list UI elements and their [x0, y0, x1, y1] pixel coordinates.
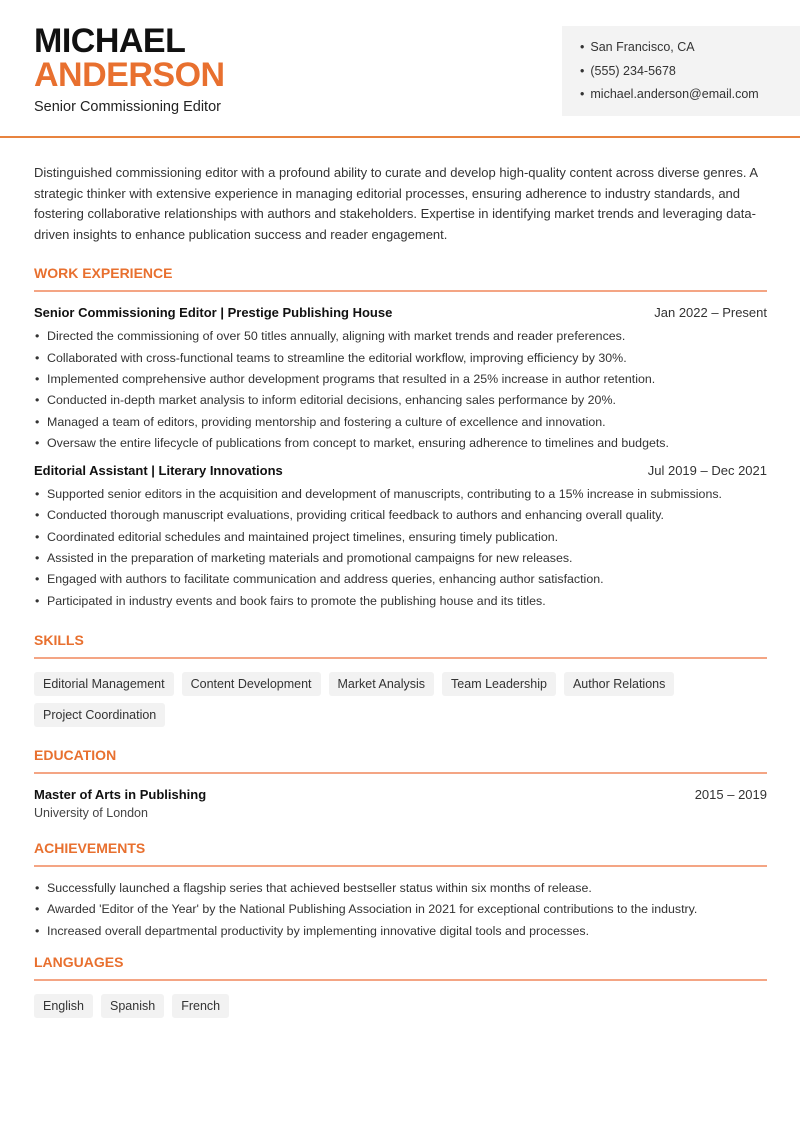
language-tag: English — [34, 994, 93, 1018]
job-bullets — [34, 326, 767, 454]
section-heading: LANGUAGES — [34, 954, 767, 981]
contact-phone: • (555) 234-5678 — [580, 62, 800, 86]
skill-tag: Editorial Management — [34, 672, 174, 696]
list-item: • Increased overall departmental productivity by implementing innovative digital tools and processes. — [34, 921, 767, 942]
language-tag: Spanish — [101, 994, 164, 1018]
education-section — [34, 747, 767, 820]
skill-tag: Author Relations — [564, 672, 674, 696]
list-item: • Implemented comprehensive author development programs that resulted in a 25% increase in author retention. — [34, 369, 767, 390]
contact-email[interactable]: • michael.anderson@email.com — [580, 85, 800, 109]
job-dates: Jul 2019 – Dec 2021 — [647, 463, 767, 479]
first-name: MICHAEL — [34, 22, 186, 60]
contact-location: • San Francisco, CA — [580, 38, 800, 62]
list-item: • Supported senior editors in the acquisition and development of manuscripts, contributing to a 15% increase in submissions. — [34, 484, 767, 505]
section-heading: WORK EXPERIENCE — [34, 265, 767, 292]
job-title: Senior Commissioning Editor | Prestige Publishing House — [34, 305, 393, 321]
languages-section — [34, 954, 767, 1018]
section-heading: EDUCATION — [34, 747, 767, 774]
achievements-section — [34, 840, 767, 942]
resume-header — [0, 0, 800, 138]
job-bullets — [34, 484, 767, 612]
language-tag: French — [172, 994, 229, 1018]
list-item: • Conducted thorough manuscript evaluations, providing critical feedback to authors and enhancing overall quality. — [34, 505, 767, 526]
job-title: Senior Commissioning Editor — [34, 99, 221, 115]
list-item: • Successfully launched a flagship series that achieved bestseller status within six months of release. — [34, 878, 767, 899]
job-header — [34, 463, 767, 478]
skill-tag: Project Coordination — [34, 703, 165, 727]
skills-section — [34, 632, 767, 727]
skill-tag: Team Leadership — [442, 672, 556, 696]
list-item: • Managed a team of editors, providing mentorship and fostering a culture of excellence and innovation. — [34, 412, 767, 433]
degree: Master of Arts in Publishing — [34, 786, 207, 802]
work-experience-section — [34, 265, 767, 612]
skill-tag: Content Development — [182, 672, 321, 696]
list-item: • Collaborated with cross-functional teams to streamline the editorial workflow, improving efficiency by 30%. — [34, 348, 767, 369]
school: University of London — [34, 805, 148, 820]
list-item: • Engaged with authors to facilitate communication and address queries, enhancing author satisfaction. — [34, 569, 767, 590]
skill-tag: Market Analysis — [329, 672, 435, 696]
list-item: • Coordinated editorial schedules and maintained project timelines, ensuring timely publication. — [34, 527, 767, 548]
section-heading: SKILLS — [34, 632, 767, 659]
list-item: • Participated in industry events and book fairs to promote the publishing house and its titles. — [34, 591, 767, 612]
job-header — [34, 305, 767, 320]
list-item: • Directed the commissioning of over 50 titles annually, aligning with market trends and reader preferences. — [34, 326, 767, 347]
resume-body — [34, 163, 767, 1018]
section-heading: ACHIEVEMENTS — [34, 840, 767, 867]
education-dates: 2015 – 2019 — [694, 786, 767, 802]
job-title: Editorial Assistant | Literary Innovations — [34, 463, 283, 479]
last-name: ANDERSON — [34, 56, 225, 94]
list-item: • Assisted in the preparation of marketing materials and promotional campaigns for new releases. — [34, 548, 767, 569]
list-item: • Conducted in-depth market analysis to inform editorial decisions, enhancing sales performance by 20%. — [34, 390, 767, 411]
list-item: • Awarded 'Editor of the Year' by the National Publishing Association in 2021 for exceptional contributions to the industry. — [34, 899, 767, 920]
job-dates: Jan 2022 – Present — [654, 305, 767, 321]
list-item: • Oversaw the entire lifecycle of publications from concept to market, ensuring adherence to timelines and budgets. — [34, 433, 767, 454]
contact-box — [562, 26, 800, 116]
summary: Distinguished commissioning editor with a profound ability to curate and develop high-quality content across diverse genres. A strategic thinker with extensive experience in managing editorial processes, ensuring adherence to industry standards, and fostering collaborative relationships with authors and stakeholders. Expertise in identifying market trends and leveraging data-driven insights to enhance publication success and reader engagement. — [34, 165, 758, 242]
